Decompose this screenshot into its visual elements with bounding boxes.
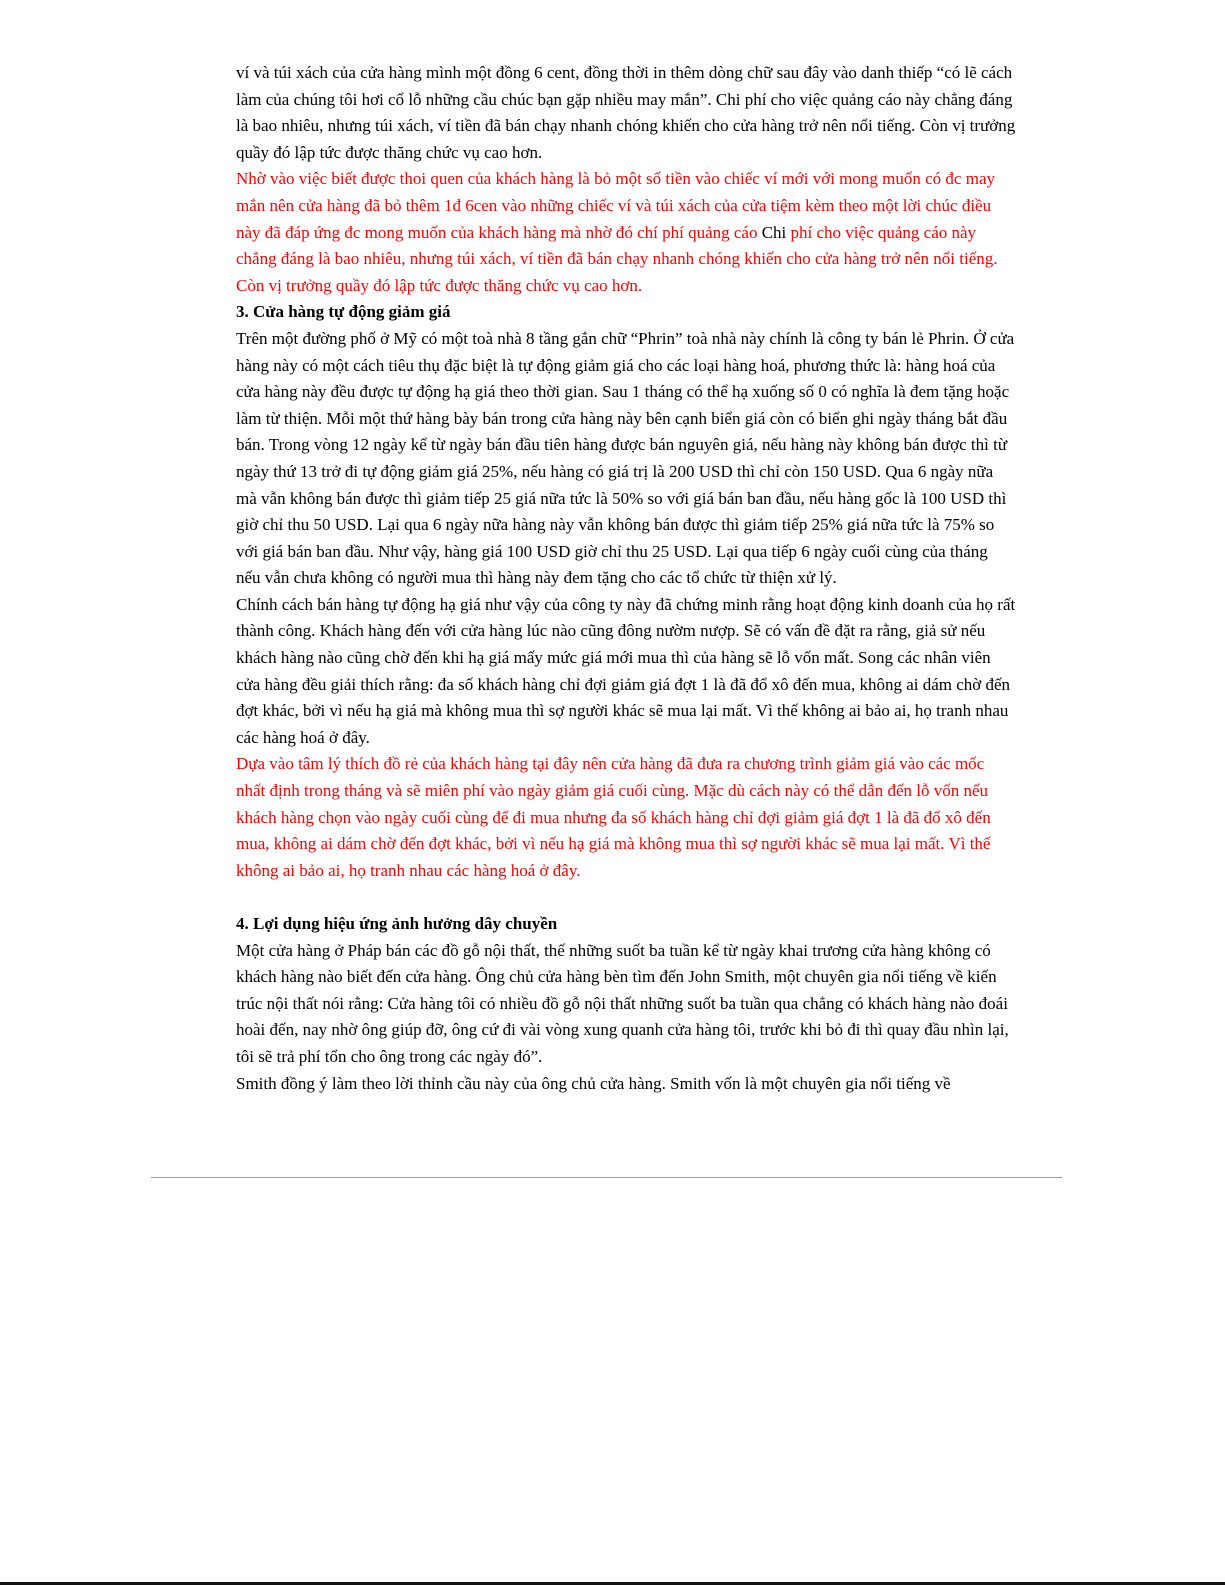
paragraph-auto-discount-success: Chính cách bán hàng tự động hạ giá như vậy của công ty này đã chứng minh rằng hoạt động kinh doanh của họ rất thành công. Khách hàng đến với cửa hàng lúc nào cũng đông nườm nượp. Sẽ có vấn đề đặt ra rằng, giả sử nếu khách hàng nào cũng chờ đến khi hạ giá mấy mức giá mới mua thì của hàng sẽ lỗ vốn mất. Song các nhân viên cửa hàng đều giải thích rằng: đa số khách hàng chỉ đợi giảm giá đợt 1 là đã đổ xô đến mua, không ai dám chờ đến đợt khác, bởi vì nếu hạ giá mà không mua thì sợ người khác sẽ mua lại mất. Vì thế không ai bảo ai, họ tranh nhau các hàng hoá ở đây. xyxy=(236,594,1016,747)
annotation-text-part-2: phí cho việc quảng cáo này chẳng đáng là bao nhiêu, nhưng túi xách, ví tiền đã bán chạy nhanh chóng khiến cho cửa hàng trở nên nổi tiếng. Còn vị trưởng quầy đó lập tức được thăng chức vụ cao hơn. xyxy=(236,222,998,295)
paragraph-wallet-promotion: ví và túi xách của cửa hàng mình một đồng 6 cent, đồng thời in thêm dòng chữ sau đây vào danh thiếp “có lẽ cách làm của chúng tôi hơi cổ lỗ những cầu chúc bạn gặp nhiều may mắn”. Chi phí cho việc quảng cáo này chẳng đáng là bao nhiêu, nhưng túi xách, ví tiền đã bán chạy nhanh chóng khiến cho cửa hàng trở nên nổi tiếng. Còn vị trưởng quầy đó lập tức được thăng chức vụ cao hơn. xyxy=(236,63,1016,162)
paragraph-spacer xyxy=(236,884,1016,911)
paragraph-phrin-store: Trên một đường phố ở Mỹ có một toà nhà 8 tầng gắn chữ “Phrin” toà nhà này chính là công ty bán lẻ Phrin. Ở cửa hàng này có một cách tiêu thụ đặc biệt là tự động giảm giá cho các loại hàng hoá, phương thức là: hàng hoá của cửa hàng này đều được tự động hạ giá theo thời gian. Sau 1 tháng có thể hạ xuống số 0 có nghĩa là đem tặng hoặc làm từ thiện. Mỗi một thứ hàng bày bán trong cửa hàng này bên cạnh biển giá còn có biển ghi ngày tháng bắt đầu bán. Trong vòng 12 ngày kể từ ngày bán đầu tiên hàng được bán nguyên giá, nếu hàng này không bán được thì từ ngày thứ 13 trở đi tự động giảm giá 25%, nếu hàng có giá trị là 200 USD thì chỉ còn 150 USD. Qua 6 ngày nữa mà vẫn không bán được thì giảm tiếp 25 giá nữa tức là 50% so với giá bán ban đầu, nếu hàng gốc là 100 USD thì giờ chỉ thu 50 USD. Lại qua 6 ngày nữa hàng này vẫn không bán được thì giảm tiếp 25% giá nữa tức là 75% so với giá bán ban đầu. Như vậy, hàng giá 100 USD giờ chỉ thu 25 USD. Lại qua tiếp 6 ngày cuối cùng của tháng nếu vẫn chưa không có người mua thì hàng này đem tặng cho các tổ chức từ thiện xử lý. xyxy=(236,328,1015,588)
section-heading-4: 4. Lợi dụng hiệu ứng ảnh hưởng dây chuyền xyxy=(236,914,558,933)
annotation-paragraph-wallet xyxy=(236,166,1016,299)
annotation-black-word: Chi xyxy=(761,222,787,242)
document-body xyxy=(236,60,1016,1097)
section-heading-3: 3. Cửa hàng tự động giảm giá xyxy=(236,302,451,322)
paragraph-smith-agrees: Smith đồng ý làm theo lời thỉnh cầu này của ông chủ cửa hàng. Smith vốn là một chuyên gia nổi tiếng về xyxy=(236,1073,951,1093)
page-footer-divider xyxy=(151,1177,1062,1178)
annotation-paragraph-discount: Dựa vào tâm lý thích đồ rẻ của khách hàng tại đây nên cửa hàng đã đưa ra chương trình giảm giá vào các mốc nhất định trong tháng và sẽ miên phí vào ngày giảm giá cuối cùng. Mặc dù cách này có thể dẫn đến lỗ vốn nếu khách hàng chọn vào ngày cuối cùng để đi mua nhưng đa số khách hàng chỉ đợi giảm giá đợt 1 là đã đổ xô đến mua, không ai dám chờ đến đợt khác, bởi vì nếu hạ giá mà không mua thì sợ người khác sẽ mua lại mất. Vì thế không ai bảo ai, họ tranh nhau các hàng hoá ở đây. xyxy=(236,754,991,880)
annotation-text-part-1: Nhờ vào việc biết được thoi quen của khách hàng là bỏ một số tiền vào chiếc ví mới với mong muốn có đc may mắn nên cửa hàng đã bỏ thêm 1đ 6cen vào những chiếc ví và túi xách của cửa tiệm kèm theo một lời chúc điều này đã đáp ứng đc mong muốn của khách hàng mà nhờ đó chí phí quảng cáo xyxy=(236,169,995,242)
paragraph-furniture-store: Một cửa hàng ở Pháp bán các đồ gỗ nội thất, thế những suốt ba tuần kể từ ngày khai trương cửa hàng không có khách hàng nào biết đến cửa hàng. Ông chủ cửa hàng bèn tìm đến John Smith, một chuyên gia nổi tiếng về kiến trúc nội thất nói rằng: Cửa hàng tôi có nhiều đồ gỗ nội thất những suốt ba tuần qua chẳng có khách hàng nào đoái hoài đến, nay nhờ ông giúp đỡ, ông cứ đi vài vòng xung quanh cửa hàng tôi, trước khi bỏ đi thì quay đầu nhìn lại, tôi sẽ trả phí tổn cho ông trong các ngày đó”. xyxy=(236,940,1009,1066)
